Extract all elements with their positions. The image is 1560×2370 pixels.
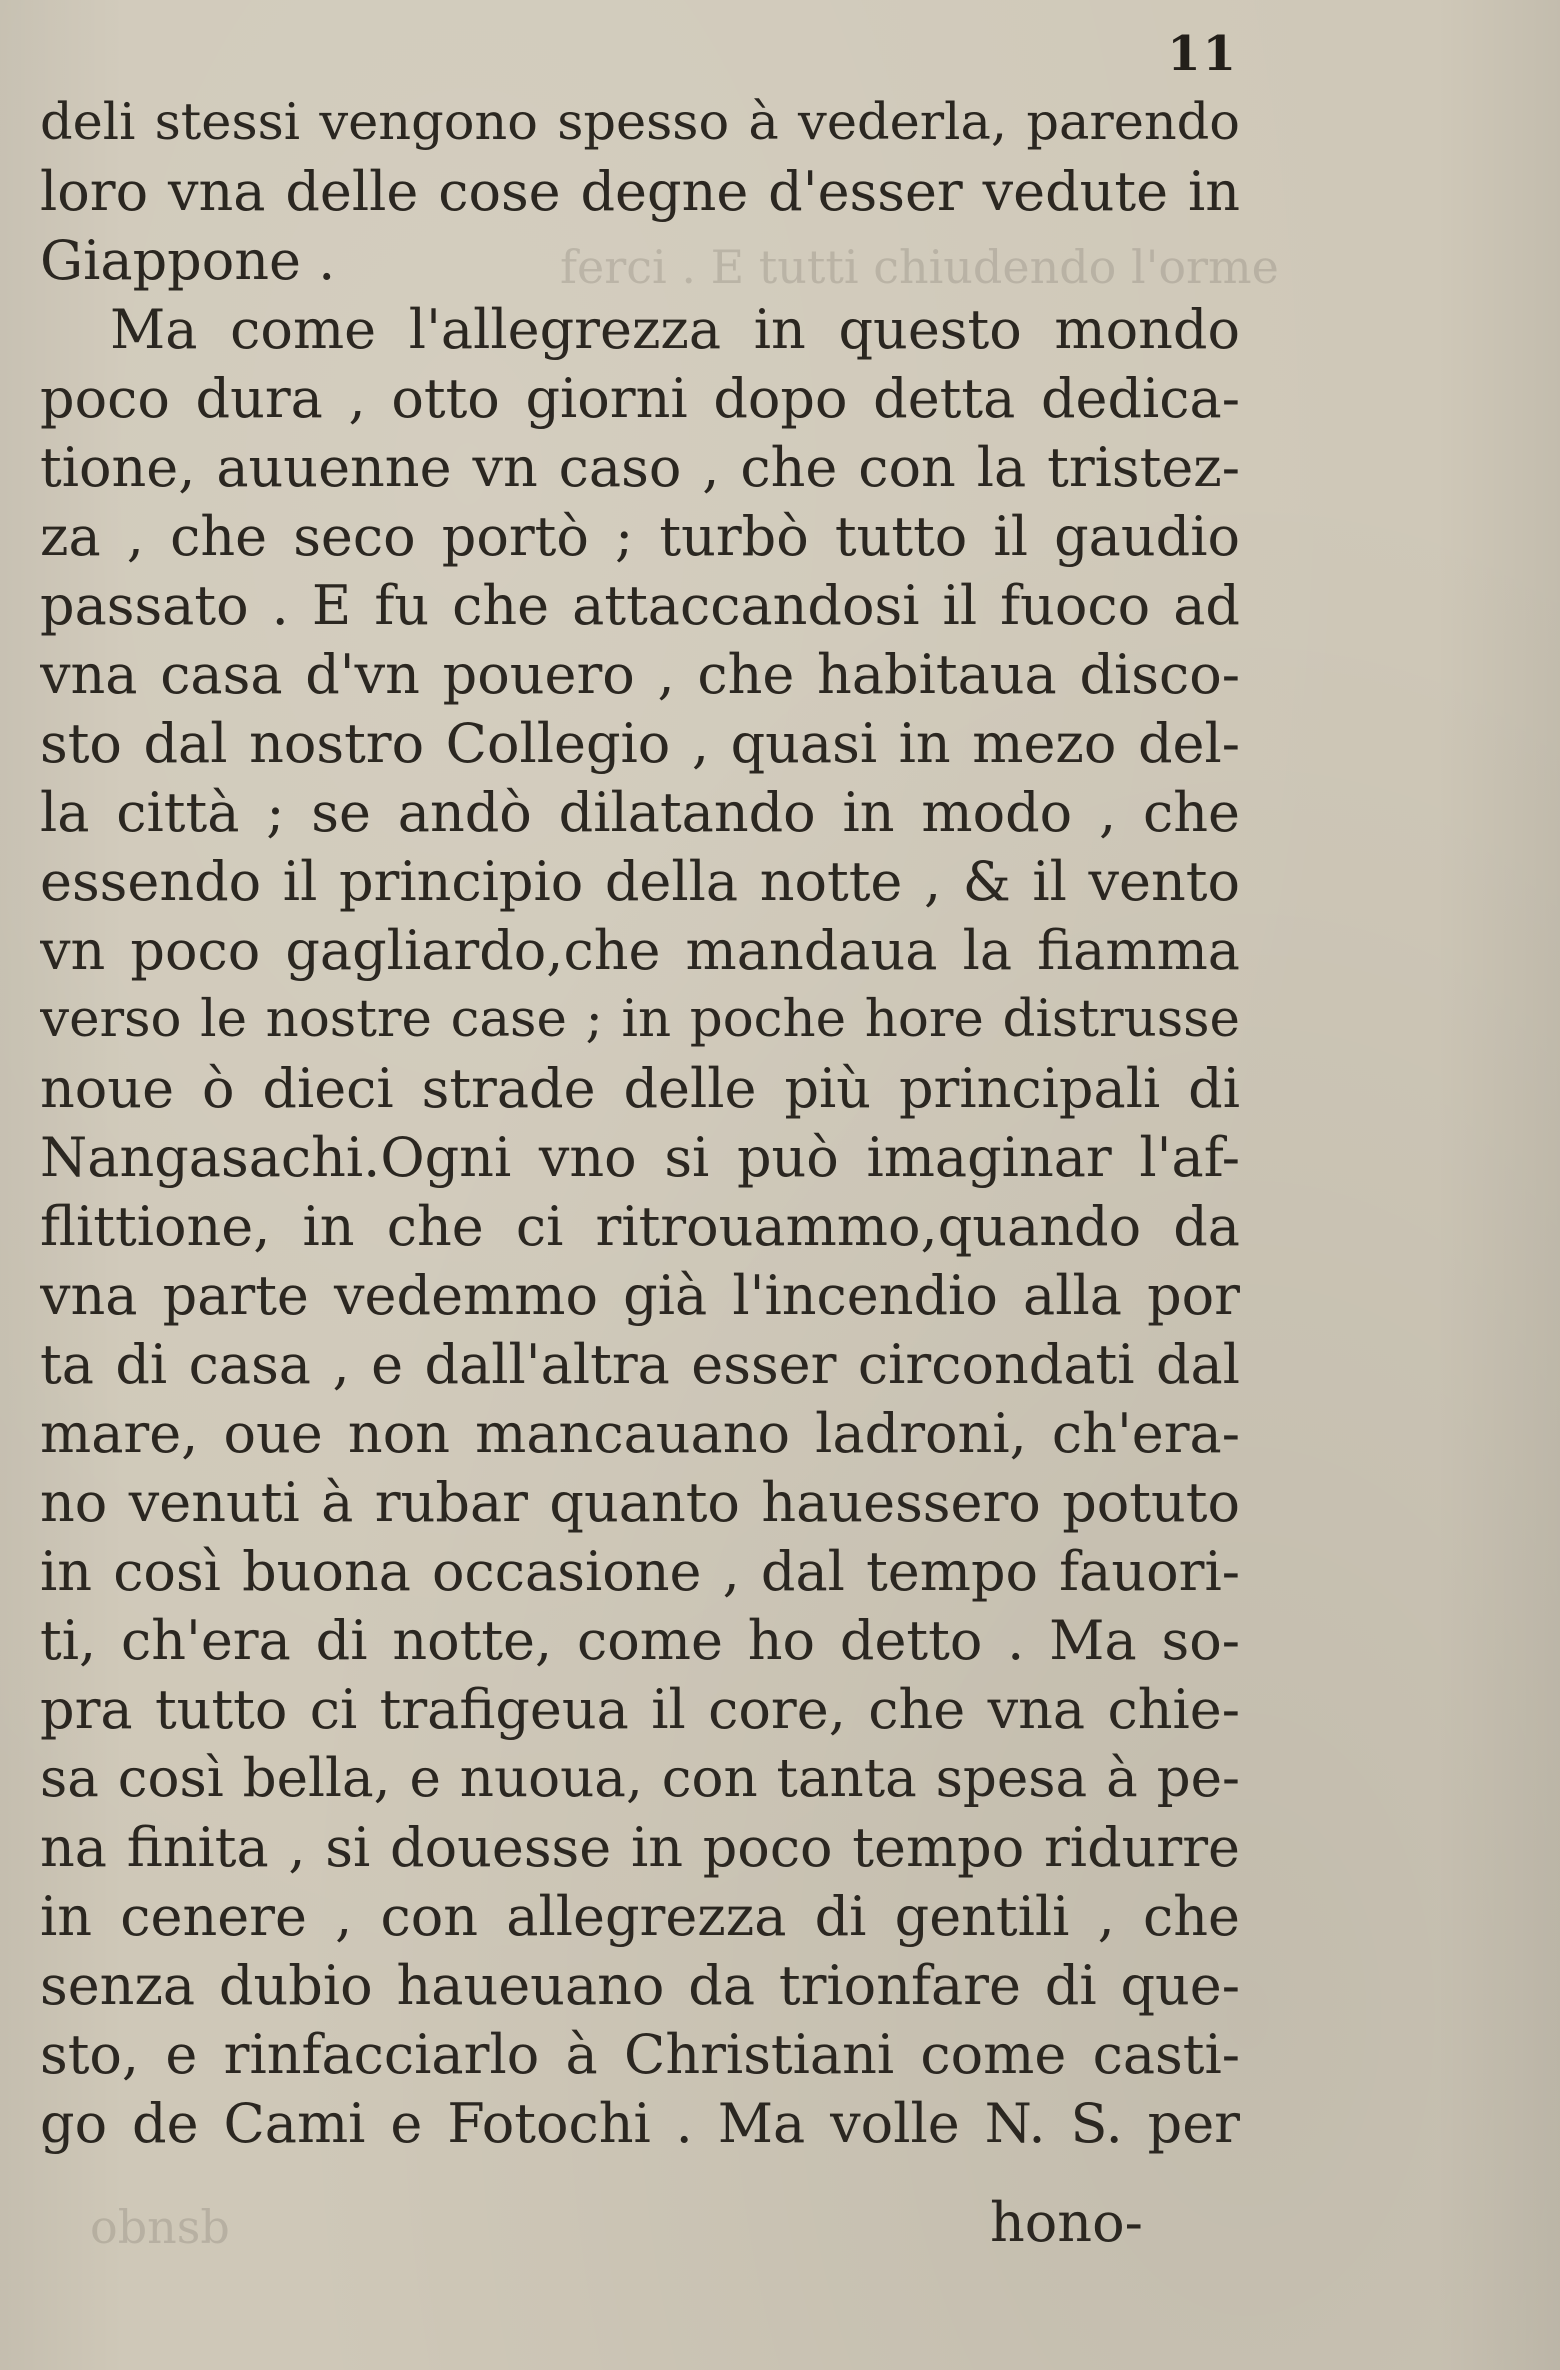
text-line: poco dura , otto giorni dopo detta dedica- (40, 367, 1240, 430)
text-line: deli stessi vengono spesso à vederla, parendo (40, 93, 1240, 152)
text-line: Nangasachi.Ogni vno si può imaginar l'af- (40, 1126, 1240, 1189)
catchword: hono- (990, 2191, 1143, 2254)
text-line: na finita , si douesse in poco tempo ridurre (40, 1816, 1240, 1879)
text-line: noue ò dieci strade delle più principali di (40, 1057, 1240, 1120)
text-line: no venuti à rubar quanto hauessero potuto (40, 1471, 1240, 1534)
text-line: Ma come l'allegrezza in questo mondo (110, 298, 1240, 361)
text-line: vn poco gagliardo,che mandaua la fiamma (40, 919, 1240, 982)
text-line: sto, e rinfacciarlo à Christiani come casti- (40, 2023, 1240, 2086)
text-line: loro vna delle cose degne d'esser vedute in (40, 160, 1240, 223)
text-line: senza dubio haueuano da trionfare di que- (40, 1954, 1240, 2017)
text-line: vna parte vedemmo già l'incendio alla por (40, 1264, 1240, 1327)
text-line: ta di casa , e dall'altra esser circondati dal (40, 1333, 1240, 1396)
body-text (40, 88, 1240, 2158)
show-through-text: obnsb (90, 2200, 230, 2254)
text-line: go de Cami e Fotochi . Ma volle N. S. per (40, 2092, 1240, 2155)
text-line: sa così bella, e nuoua, con tanta spesa à pe- (40, 1747, 1240, 1809)
page-number: 11 (1167, 26, 1238, 82)
text-line: Giappone . (40, 229, 336, 292)
text-line: in così buona occasione , dal tempo fauori- (40, 1540, 1240, 1603)
text-line: essendo il principio della notte , & il vento (40, 850, 1240, 913)
show-through-text: ferci . E tutti chiudendo l'orme (560, 240, 1279, 294)
text-line: mare, oue non mancauano ladroni, ch'era- (40, 1402, 1240, 1465)
text-line: la città ; se andò dilatando in modo , che (40, 781, 1240, 844)
text-line: za , che seco portò ; turbò tutto il gaudio (40, 505, 1240, 568)
text-line: tione, auuenne vn caso , che con la tristez- (40, 436, 1240, 499)
text-line: pra tutto ci trafigeua il core, che vna chie- (40, 1678, 1240, 1741)
text-line: flittione, in che ci ritrouammo,quando da (40, 1195, 1240, 1258)
text-line: vna casa d'vn pouero , che habitaua disco- (40, 643, 1240, 706)
text-line: verso le nostre case ; in poche hore distrusse (40, 989, 1240, 1049)
text-line: in cenere , con allegrezza di gentili , che (40, 1885, 1240, 1948)
text-line: passato . E fu che attaccandosi il fuoco ad (40, 574, 1240, 637)
text-line: ti, ch'era di notte, come ho detto . Ma so- (40, 1609, 1240, 1672)
text-line: sto dal nostro Collegio , quasi in mezo del- (40, 712, 1240, 775)
